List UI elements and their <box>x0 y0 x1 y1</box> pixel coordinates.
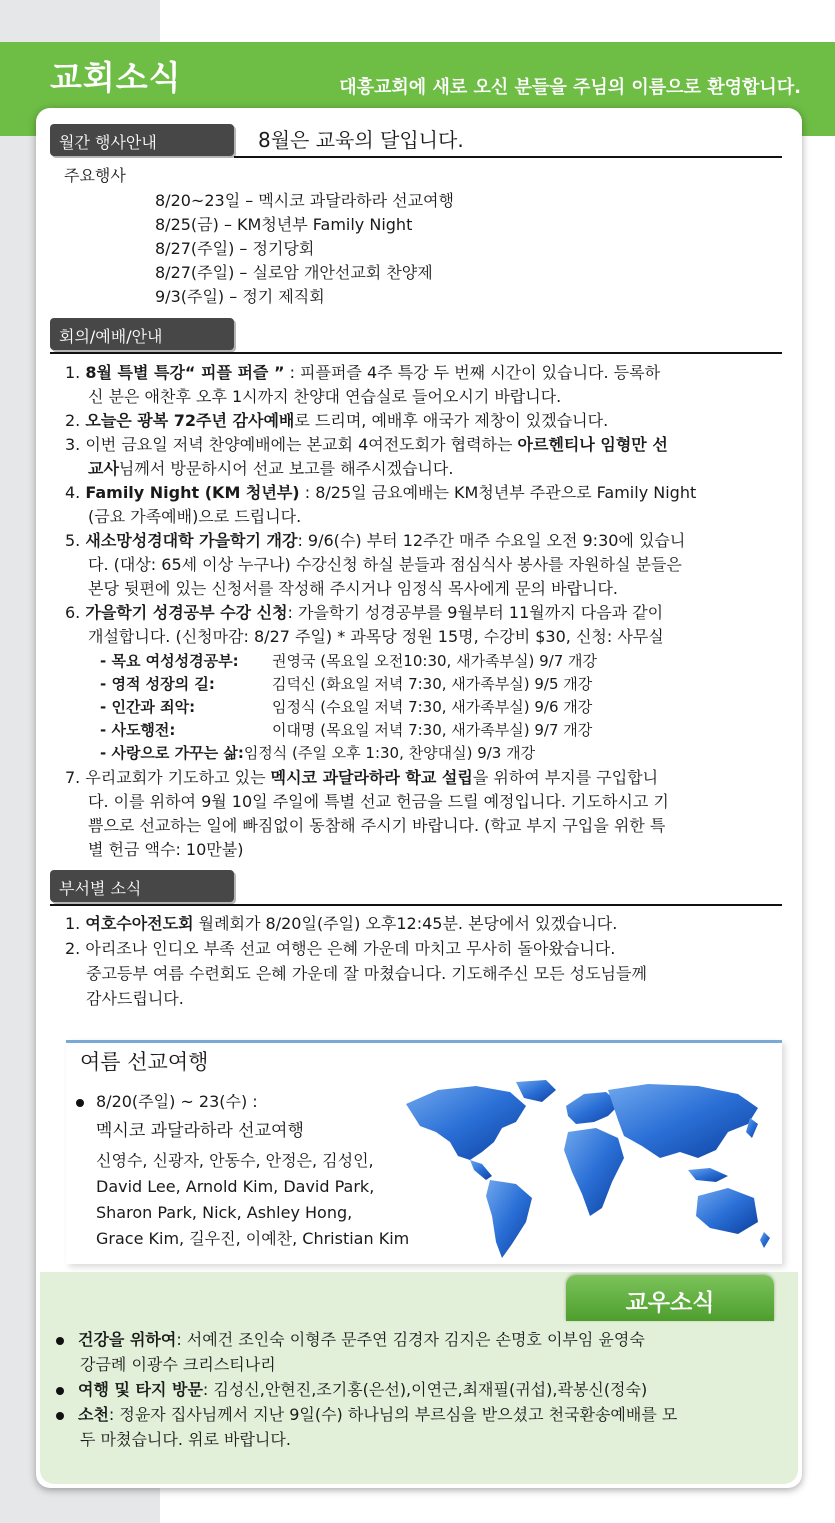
course-name: - 사랑으로 가꾸는 삶: <box>100 744 244 762</box>
bullet-icon <box>56 1412 64 1420</box>
mission-member-line: David Lee, Arnold Kim, David Park, <box>96 1177 375 1196</box>
line-text: 로 드리며, 예배후 애국가 제창이 있겠습니다. <box>294 411 609 430</box>
department-news-line <box>86 987 184 1011</box>
line-text: 7. 우리교회가 기도하고 있는 <box>65 768 271 787</box>
line-text: 3. 이번 금요일 저녁 찬양예배에는 본교회 4여전도회가 협력하는 <box>65 435 518 454</box>
line-text: : 9/6(수) 부터 12주간 매주 수요일 오전 9:30에 있습니 <box>297 531 686 550</box>
course-detail: 이대명 (목요일 저녁 7:30, 새가족부실) 9/7 개강 <box>272 721 593 739</box>
mission-member-line: Grace Kim, 길우진, 이예찬, Christian Kim <box>96 1229 410 1248</box>
world-map-icon <box>398 1076 774 1266</box>
department-news-line <box>65 912 617 936</box>
course-detail: 임정식 (수요일 저녁 7:30, 새가족부실) 9/6 개강 <box>272 698 593 716</box>
notice-line <box>88 838 243 862</box>
course-item <box>100 741 535 765</box>
mission-date: 8/20(주일) ~ 23(수) : <box>96 1092 258 1111</box>
bullet-icon <box>56 1337 64 1345</box>
line-text: 1. <box>65 914 86 933</box>
line-text: 별 헌금 액수: 10만불) <box>88 840 244 859</box>
notice-line <box>88 457 453 481</box>
course-name: - 인간과 죄악: <box>100 698 196 716</box>
events-heading: 주요행사 <box>64 166 126 185</box>
line-text: 아리조나 인디오 부족 선교 여행은 은혜 가운데 마치고 무사히 돌아왔습니다. <box>85 939 616 958</box>
event-item: 8/20~23일 – 멕시코 과달라하라 선교여행 <box>155 191 454 210</box>
notice-line <box>88 790 669 814</box>
notice-line <box>88 553 682 577</box>
notice-line <box>65 433 668 457</box>
course-item <box>100 695 592 719</box>
notice-line <box>65 529 685 553</box>
mission-member-line: Sharon Park, Nick, Ashley Hong, <box>96 1203 353 1222</box>
tab-members-news: 교우소식 <box>566 1275 774 1321</box>
line-emphasis: 8월 특별 특강“ 피플 퍼즐 ” <box>85 363 285 382</box>
course-detail: 김덕신 (화요일 저녁 7:30, 새가족부실) 9/5 개강 <box>272 675 593 693</box>
line-text: 개설합니다. (신청마감: 8/27 주일) * 과목당 정원 15명, 수강비 $30, 신청: 사무실 <box>88 627 664 646</box>
section-divider <box>50 904 782 906</box>
news-category: 여행 및 타지 방문 <box>78 1380 203 1399</box>
line-text: 6. <box>65 603 86 622</box>
course-item <box>100 718 592 742</box>
line-emphasis: 가을학기 성경공부 수강 신청 <box>85 603 288 622</box>
line-text: 2. <box>65 939 86 958</box>
members-news-line <box>80 1353 276 1377</box>
notice-line <box>88 625 664 649</box>
line-text: 1. <box>65 363 86 382</box>
page-title: 교회소식 <box>50 58 182 97</box>
section-divider <box>234 156 782 158</box>
section-divider <box>50 352 782 354</box>
line-text: 다. 이를 위하여 9월 10일 주일에 특별 선교 헌금을 드릴 예정입니다. 기도하시고 기 <box>88 792 669 811</box>
notice-line <box>88 505 301 529</box>
line-text: 다. (대상: 65세 이상 누구나) 수강신청 하실 분들과 점심식사 봉사를 자원하실 분들은 <box>88 555 682 574</box>
course-name: - 사도행전: <box>100 721 176 739</box>
news-text: 강금례 이광수 크리스티나리 <box>80 1355 276 1374</box>
news-text: : 정윤자 집사님께서 지난 9일(수) 하나님의 부르심을 받으셨고 천국환송예배를 모 <box>108 1405 678 1424</box>
line-emphasis: 교사 <box>88 459 119 478</box>
line-emphasis: 여호수아전도회 <box>85 914 194 933</box>
line-text: 신 분은 애찬후 오후 1시까지 찬양대 연습실로 들어오시기 바랍니다. <box>88 387 562 406</box>
course-name: - 영적 성장의 길: <box>100 675 215 693</box>
notice-line <box>88 577 618 601</box>
course-detail: 임정식 (주일 오후 1:30, 찬양대실) 9/3 개강 <box>243 744 536 762</box>
line-emphasis: 멕시코 과달라하라 학교 설립 <box>270 768 473 787</box>
line-text: 2. <box>65 411 86 430</box>
line-text: 5. <box>65 531 86 550</box>
line-emphasis: Family Night (KM 청년부) <box>85 483 300 502</box>
tab-department-news: 부서별 소식 <box>50 870 234 902</box>
mission-member-line: 신영수, 신광자, 안동수, 안정은, 김성인, <box>96 1151 374 1170</box>
mission-trip: 멕시코 과달라하라 선교여행 <box>96 1121 304 1141</box>
line-text: 4. <box>65 483 86 502</box>
bullet-icon <box>56 1387 64 1395</box>
notice-line <box>88 814 665 838</box>
members-news-line <box>78 1403 677 1427</box>
department-news-line <box>65 937 615 961</box>
notice-line <box>88 385 561 409</box>
event-item: 9/3(주일) – 정기 제직회 <box>155 287 325 306</box>
event-item: 8/27(주일) – 실로암 개안선교회 찬양제 <box>155 263 433 282</box>
course-name: - 목요 여성성경공부: <box>100 652 239 670</box>
notice-line <box>65 766 658 790</box>
news-category: 소천 <box>78 1405 109 1424</box>
line-text: 중고등부 여름 수련회도 은혜 가운데 잘 마쳤습니다. 기도해주신 모든 성도님들께 <box>86 964 647 983</box>
month-theme: 8월은 교육의 달입니다. <box>258 128 464 152</box>
line-text: (금요 가족예배)으로 드립니다. <box>88 507 302 526</box>
bullet-icon <box>76 1099 84 1107</box>
news-text: 두 마쳤습니다. 위로 바랍니다. <box>80 1430 291 1449</box>
line-text: 님께서 방문하시어 선교 보고를 해주시겠습니다. <box>118 459 454 478</box>
news-text: : 서예건 조인숙 이형주 문주연 김경자 김지은 손명호 이부임 윤영숙 <box>176 1330 645 1349</box>
notice-line <box>65 601 663 625</box>
news-category: 건강을 위하여 <box>78 1330 177 1349</box>
line-text: 본당 뒷편에 있는 신청서를 작성해 주시거나 임정식 목사에게 문의 바랍니다. <box>88 579 618 598</box>
line-text: : 가을학기 성경공부를 9월부터 11월까지 다음과 같이 <box>287 603 664 622</box>
members-news-line <box>78 1328 645 1352</box>
tab-notices: 회의/예배/안내 <box>50 318 234 350</box>
line-text: 쁨으로 선교하는 일에 빠짐없이 동참해 주시기 바랍니다. (학교 부지 구입을 위한 특 <box>88 816 666 835</box>
notice-line <box>65 481 696 505</box>
line-emphasis: 아르헨티나 임형만 선 <box>517 435 668 454</box>
members-news-line <box>78 1378 647 1402</box>
notice-line <box>65 409 608 433</box>
line-text: 을 위하여 부지를 구입합니 <box>472 768 659 787</box>
event-item: 8/27(주일) – 정기당회 <box>155 239 315 258</box>
page-subtitle: 대흥교회에 새로 오신 분들을 주님의 이름으로 환영합니다. <box>339 77 801 98</box>
course-item <box>100 672 592 696</box>
notice-line <box>65 361 660 385</box>
line-text: 감사드립니다. <box>86 989 184 1008</box>
course-item <box>100 649 597 673</box>
tab-monthly-events: 월간 행사안내 <box>50 124 234 156</box>
summer-mission-title: 여름 선교여행 <box>80 1050 209 1074</box>
members-news-line <box>80 1428 291 1452</box>
news-text: : 김성신,안현진,조기홍(은선),이연근,최재필(귀섭),곽봉신(정숙) <box>202 1380 648 1399</box>
line-text: : 8/25일 금요예배는 KM청년부 주관으로 Family Night <box>299 483 697 502</box>
line-text: : 피플퍼즐 4주 특강 두 번째 시간이 있습니다. 등록하 <box>284 363 661 382</box>
line-text: 월례회가 8/20일(주일) 오후12:45분. 본당에서 있겠습니다. <box>193 914 618 933</box>
event-item: 8/25(금) – KM청년부 Family Night <box>155 215 413 234</box>
department-news-line <box>86 962 647 986</box>
course-detail: 권영국 (목요일 오전10:30, 새가족부실) 9/7 개강 <box>272 652 598 670</box>
line-emphasis: 새소망성경대학 가을학기 개강 <box>85 531 298 550</box>
line-emphasis: 오늘은 광복 72주년 감사예배 <box>85 411 295 430</box>
